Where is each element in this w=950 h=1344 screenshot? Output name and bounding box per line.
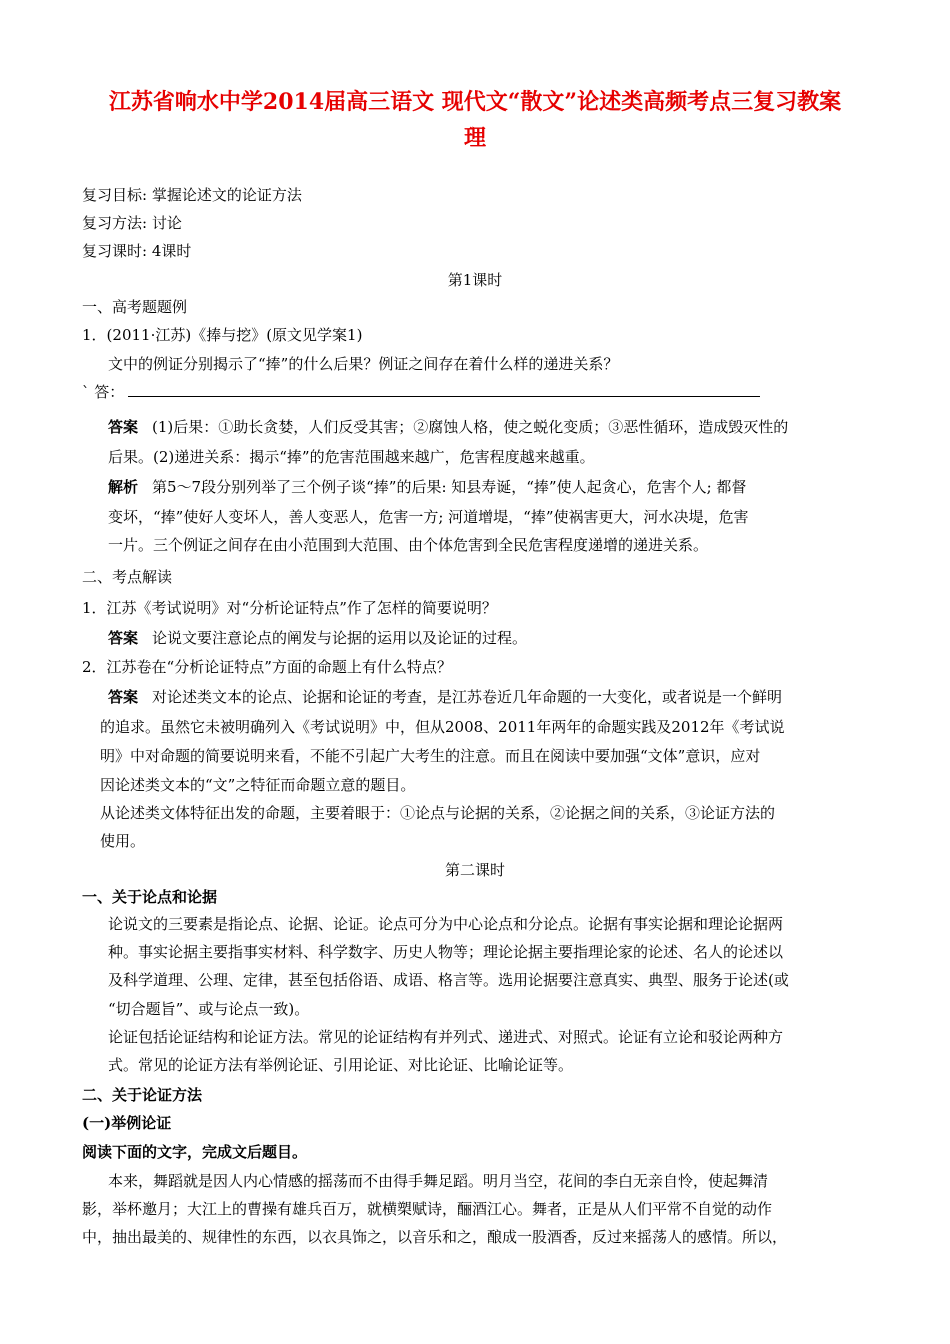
section-exam-points: 二、考点解读 [82, 568, 173, 586]
evidence-para-1-line-1: 论说文的三要素是指论点、论据、论证。论点可分为中心论点和分论点。论据有事实论据和理论论据两 [108, 915, 784, 933]
answer-line [82, 380, 872, 405]
review-method: 复习方法: 讨论 [82, 214, 182, 232]
evidence-para-1-line-2: 种。事实论据主要指事实材料、科学数字、历史人物等；理论论据主要指理论家的论述、名人的论述以 [108, 943, 784, 961]
reading-passage-line-2: 影，举杯邀月；大江上的曹操有雄兵百万，就横槊赋诗，酾酒江心。舞者，正是从人们平常不自觉的动作 [82, 1200, 773, 1218]
answer-blank [128, 381, 760, 397]
title-line-2: 理 [463, 125, 486, 151]
evidence-para-1-line-3: 及科学道理、公理、定律，甚至包括俗语、成语、格言等。选用论据要注意真实、典型、服务于论述(或 [108, 971, 789, 989]
analysis-line-3: 一片。三个例证之间存在由小范围到大范围、由个体危害到全民危害程度递增的递进关系。 [108, 536, 709, 554]
subsection-example-argument: (一)举例论证 [82, 1114, 172, 1132]
exam-point-answer-2-line-1: 答案 对论述类文本的论点、论据和论证的考查，是江苏卷近几年命题的一大变化，或者说是一个鲜明 [108, 688, 783, 706]
reading-passage-line-1: 本来，舞蹈就是因人内心情感的摇荡而不由得手舞足蹈。明月当空，花间的李白无亲自怜，使起舞清 [108, 1172, 769, 1190]
section-argument-methods: 二、关于论证方法 [82, 1086, 203, 1104]
analysis-label: 解析 [108, 478, 139, 496]
section-argument-evidence: 一、关于论点和论据 [82, 888, 218, 906]
lesson-2-heading: 第二课时 [444, 861, 505, 879]
answer-1-line-2: 后果。(2)递进关系：揭示“捧”的危害范围越来越广，危害程度越来越重。 [108, 448, 595, 466]
review-hours: 复习课时: 4课时 [82, 242, 192, 260]
review-goal: 复习目标: 掌握论述文的论证方法 [82, 186, 302, 204]
exam-point-answer-2-line-3: 明》中对命题的简要说明来看，不能不引起广大考生的注意。而且在阅读中要加强“文体”意识，应对 [100, 747, 761, 765]
question-1-text: 文中的例证分别揭示了“捧”的什么后果？例证之间存在着什么样的递进关系？ [108, 355, 619, 373]
answer-label: 答案 [108, 418, 139, 436]
exam-point-answer-2-line-6: 使用。 [100, 832, 146, 850]
question-1-source: 1．(2011·江苏)《捧与挖》(原文见学案1) [82, 326, 363, 344]
reading-instruction: 阅读下面的文字，完成文后题目。 [82, 1143, 308, 1161]
title-line-1: 江苏省响水中学2014届高三语文 现代文“散文”论述类高频考点三复习教案 [108, 89, 842, 115]
exam-point-question-1: 1．江苏《考试说明》对“分析论证特点”作了怎样的简要说明？ [82, 599, 497, 617]
section-exam-examples: 一、高考题题例 [82, 298, 188, 316]
analysis-line-1: 解析 第5～7段分别列举了三个例子谈“捧”的后果: 知县寿诞，“捧”使人起贪心，危害个人; 都督 [108, 478, 747, 496]
answer-1-line-1: 答案 (1)后果：①助长贪婪，人们反受其害；②腐蚀人格，使之蜕化变质；③恶性循环，造成毁灭性的 [108, 418, 789, 436]
exam-point-answer-2-line-5: 从论述类文体特征出发的命题，主要着眼于：①论点与论据的关系，②论据之间的关系，③论证方法的 [100, 804, 776, 822]
analysis-line-2: 变坏，“捧”使好人变坏人，善人变恶人，危害一方; 河道增堤，“捧”使祸害更大，河水决堤，危害 [108, 508, 749, 526]
exam-point-answer-1: 答案 论说文要注意论点的阐发与论据的运用以及论证的过程。 [108, 629, 528, 647]
exam-point-answer-2-line-4: 因论述类文本的“文”之特征而命题立意的题目。 [100, 776, 416, 794]
exam-point-question-2: 2．江苏卷在“分析论证特点”方面的命题上有什么特点？ [82, 658, 452, 676]
evidence-para-2-line-2: 式。常见的论证方法有举例论证、引用论证、对比论证、比喻论证等。 [108, 1056, 574, 1074]
reading-passage-line-3: 中，抽出最美的、规律性的东西，以衣具饰之，以音乐和之，酿成一股酒香，反过来摇荡人的感情。所以， [82, 1228, 788, 1246]
exam-point-answer-2-line-2: 的追求。虽然它未被明确列入《考试说明》中，但从2008、2011年两年的命题实践及2012年《考试说 [100, 718, 785, 736]
evidence-para-2-line-1: 论证包括论证结构和论证方法。常见的论证结构有并列式、递进式、对照式。论证有立论和驳论两种方 [108, 1028, 784, 1046]
document-title [60, 84, 890, 156]
lesson-1-heading: 第1课时 [447, 271, 503, 289]
answer-prompt: ` 答： [82, 383, 125, 401]
evidence-para-1-line-4: “切合题旨”、或与论点一致)。 [108, 1000, 310, 1018]
